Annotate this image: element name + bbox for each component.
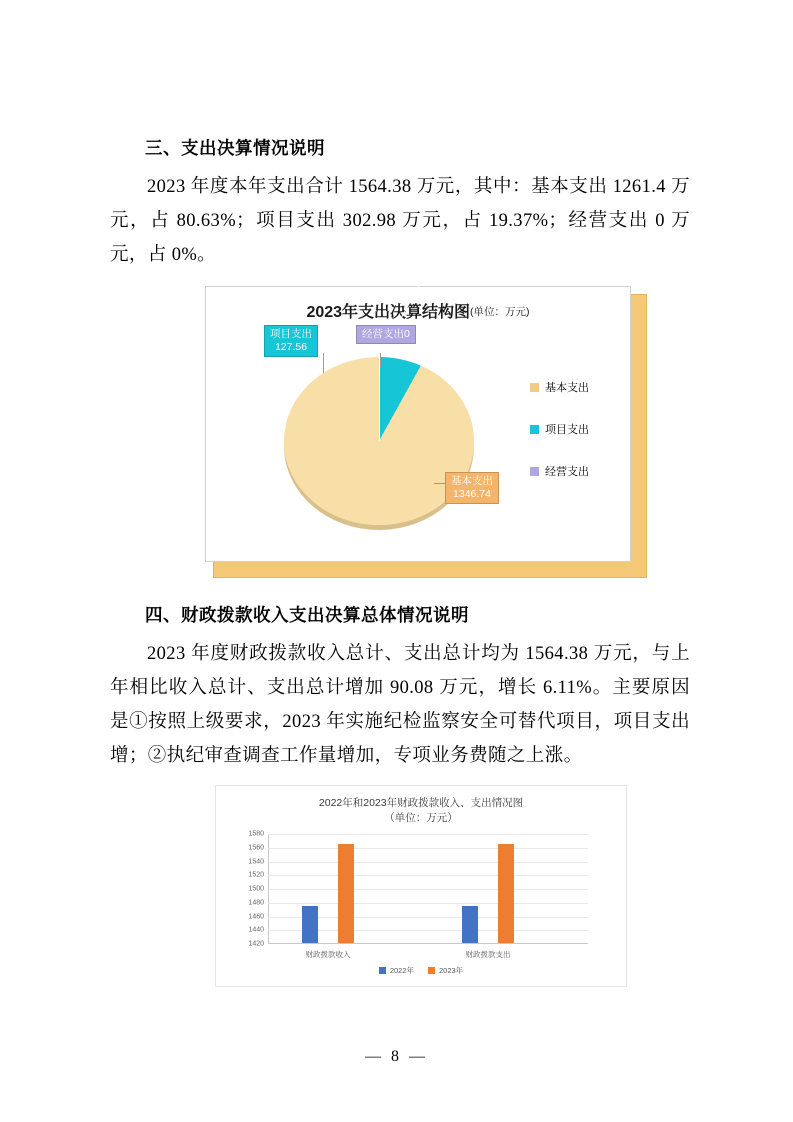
pie-leader-line-operating <box>380 353 381 367</box>
pie-legend-item-basic <box>530 379 614 395</box>
bar-chart-title <box>216 796 626 826</box>
pie-label-basic-value: 1346.74 <box>453 488 491 500</box>
gridline <box>268 848 588 849</box>
page-number: — 8 — <box>365 1048 428 1065</box>
y-tick-1460: 1460 <box>248 913 264 920</box>
legend-swatch-operating <box>530 467 539 476</box>
appropriation-bar-chart <box>215 785 627 987</box>
bar-legend-label-2023: 2023年 <box>439 966 464 975</box>
y-tick-1500: 1500 <box>248 885 264 893</box>
pie-divider-1 <box>379 357 380 441</box>
x-tick-income: 财政拨款收入 <box>305 950 351 959</box>
bar-2023-expenditure <box>498 844 514 943</box>
pie-label-project <box>264 325 318 357</box>
legend-label-operating: 经营支出 <box>545 466 589 478</box>
pie-graphic <box>284 349 474 534</box>
pie-chart-title-text: 2023年支出决算结构图 <box>306 304 471 321</box>
bar-chart-title-line2: （单位：万元） <box>384 812 458 824</box>
section-heading-4: 四、财政拨款收入支出决算总体情况说明 <box>145 605 469 625</box>
y-tick-1520: 1520 <box>248 871 264 879</box>
gridline <box>268 862 588 863</box>
y-tick-1440: 1440 <box>248 926 264 934</box>
bar-legend-item-2023 <box>428 965 463 976</box>
x-axis <box>268 943 588 944</box>
bar-2022-income <box>302 906 318 943</box>
pie-label-project-name: 项目支出 <box>270 328 312 340</box>
y-tick-1560: 1560 <box>248 844 264 852</box>
pie-legend <box>530 379 614 505</box>
gridline <box>268 875 588 876</box>
section-paragraph-3: 2023 年度本年支出合计 1564.38 万元，其中：基本支出 1261.4 万元，占 80.63%；项目支出 302.98 万元，占 19.37%；经营支出 0 万元，占 0%。 <box>110 177 690 265</box>
pie-chart-title <box>206 299 630 322</box>
legend-label-project: 项目支出 <box>545 424 589 436</box>
bar-legend-label-2022: 2022年 <box>389 966 414 975</box>
x-tick-expenditure: 财政拨款支出 <box>465 950 511 959</box>
page-content <box>110 135 690 987</box>
expenditure-pie-chart <box>205 286 645 576</box>
bar-2022-expenditure <box>462 906 478 943</box>
y-tick-1540: 1540 <box>248 858 264 865</box>
bar-chart-title-line1: 2022年和2023年财政拨款收入、支出情况图 <box>318 797 524 809</box>
bar-legend-swatch-2022 <box>379 967 386 974</box>
pie-label-operating: 经营支出0 <box>356 325 416 344</box>
y-tick-1420: 1420 <box>248 940 264 948</box>
pie-chart-card <box>205 286 631 562</box>
bar-legend-item-2022 <box>379 965 414 976</box>
section-heading-3: 三、支出决算情况说明 <box>145 138 325 158</box>
legend-swatch-basic <box>530 383 539 392</box>
y-tick-1580: 1580 <box>248 830 264 838</box>
gridline <box>268 834 588 835</box>
pie-label-project-value: 127.56 <box>274 341 308 353</box>
y-tick-1480: 1480 <box>248 899 264 907</box>
gridline <box>268 903 588 904</box>
bar-plot-area <box>248 830 588 959</box>
pie-legend-item-project <box>530 421 614 437</box>
section-paragraph-4: 2023 年度财政拨款收入总计、支出总计均为 1564.38 万元，与上年相比收入总计、支出总计增加 90.08 万元，增长 6.11%。主要原因是①按照上级要求，2023 年实施纪检监察安全可替代项目，项目支出增；②执纪审查调查工作量增加，专项业务费随之上涨。 <box>110 644 690 766</box>
pie-legend-item-operating <box>530 463 614 479</box>
pie-chart-unit: (单位：万元) <box>470 306 530 318</box>
pie-leader-line-project <box>323 353 324 373</box>
bar-legend-swatch-2023 <box>428 967 435 974</box>
pie-label-basic-name: 基本支出 <box>451 475 493 487</box>
legend-label-basic: 基本支出 <box>545 382 589 394</box>
bar-2023-income <box>338 844 354 943</box>
bar-chart-legend <box>216 965 626 976</box>
legend-swatch-project <box>530 425 539 434</box>
gridline <box>268 889 588 890</box>
pie-label-basic <box>445 472 499 504</box>
